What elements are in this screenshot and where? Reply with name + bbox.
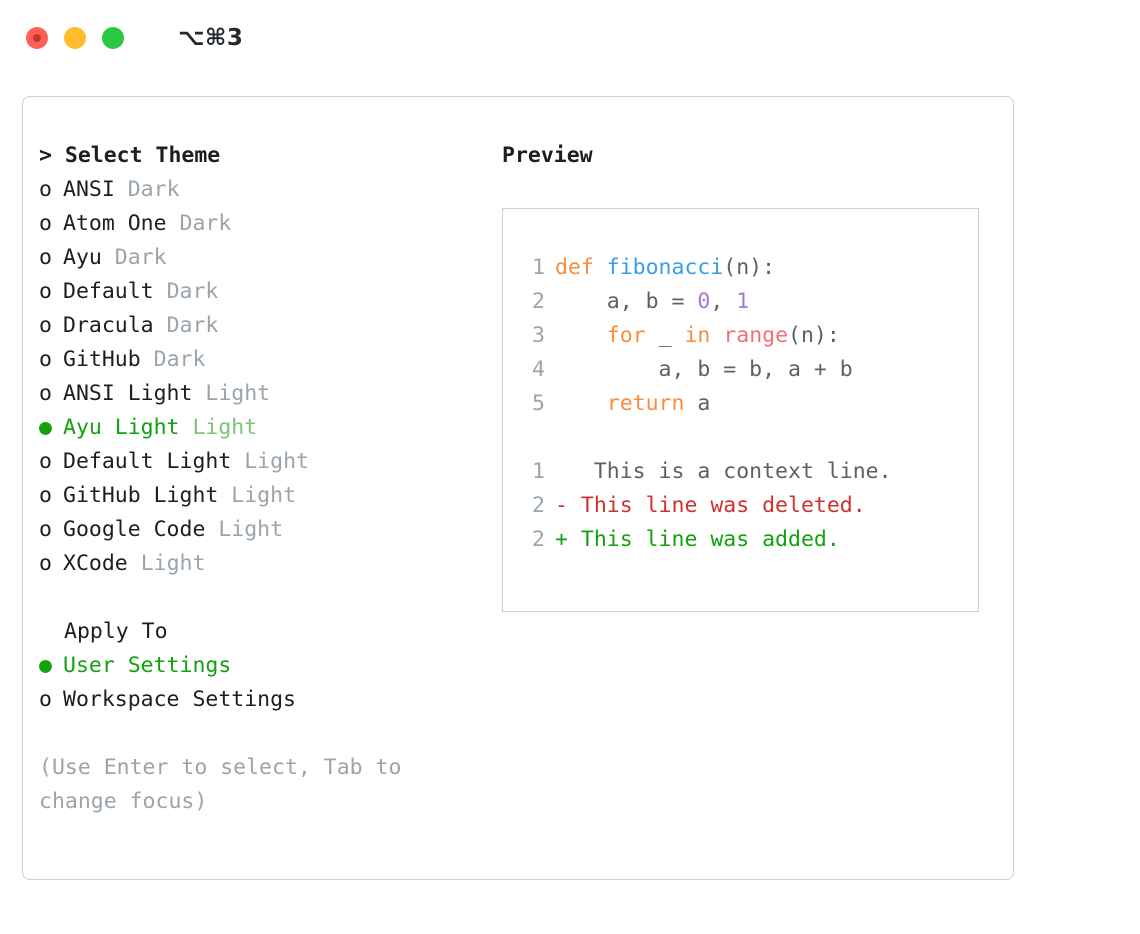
theme-option-ansi-light[interactable] (39, 377, 493, 411)
radio-selected-icon: ● (39, 415, 52, 440)
close-button-icon[interactable] (26, 27, 48, 49)
diff-marker: - (555, 493, 568, 518)
theme-option-variant: Light (140, 551, 206, 576)
radio-unselected-icon: o (39, 449, 52, 474)
diff-text: This is a context line. (567, 459, 892, 484)
theme-list-column (23, 139, 493, 879)
zoom-button-icon[interactable] (102, 27, 124, 49)
diff-sample (521, 455, 978, 557)
theme-option-github-light[interactable] (39, 479, 493, 513)
theme-option-ayu[interactable] (39, 241, 493, 275)
theme-option-label: Google Code (63, 517, 206, 542)
select-theme-heading: > Select Theme (39, 143, 221, 168)
preview-column (493, 139, 1013, 879)
theme-option-variant: Light (231, 483, 297, 508)
code-token: a, b = b, a + b (555, 357, 853, 382)
radio-unselected-icon: o (39, 313, 52, 338)
radio-unselected-icon: o (39, 483, 52, 508)
theme-option-ansi[interactable] (39, 173, 493, 207)
theme-option-atom-one[interactable] (39, 207, 493, 241)
theme-option-label: Ayu Light (63, 415, 180, 440)
line-number: 2 (532, 289, 545, 314)
radio-unselected-icon: o (39, 517, 52, 542)
code-token: 0 (697, 289, 711, 314)
preview-heading: Preview (502, 143, 593, 168)
radio-unselected-icon: o (39, 687, 52, 712)
line-number: 4 (532, 357, 545, 382)
theme-option-variant: Dark (179, 211, 232, 236)
theme-option-github[interactable] (39, 343, 493, 377)
theme-option-ayu-light[interactable] (39, 411, 493, 445)
line-number: 2 (532, 527, 545, 552)
code-line (521, 319, 978, 353)
theme-option-default[interactable] (39, 275, 493, 309)
theme-option-variant: Dark (166, 279, 219, 304)
code-token: (n): (723, 255, 776, 280)
code-token: a (684, 391, 711, 416)
code-token: range (723, 323, 789, 348)
title-bar (0, 0, 1140, 76)
theme-option-dracula[interactable] (39, 309, 493, 343)
diff-line (521, 523, 978, 557)
code-token: in (684, 323, 711, 348)
radio-unselected-icon: o (39, 551, 52, 576)
theme-option-xcode[interactable] (39, 547, 493, 581)
line-number: 5 (532, 391, 545, 416)
code-token: a, b = (555, 289, 698, 314)
theme-option-variant: Dark (153, 347, 206, 372)
theme-option-variant: Dark (114, 245, 167, 270)
code-token (555, 391, 607, 416)
radio-unselected-icon: o (39, 279, 52, 304)
apply-to-heading: Apply To (64, 619, 168, 644)
code-line (521, 353, 978, 387)
theme-option-label: Ayu (63, 245, 102, 270)
diff-marker: + (555, 527, 568, 552)
diff-text: This line was deleted. (567, 493, 866, 518)
line-number: 1 (532, 459, 545, 484)
list-spacer (39, 581, 493, 615)
theme-option-label: ANSI Light (63, 381, 193, 406)
code-line (521, 387, 978, 421)
code-token (555, 323, 607, 348)
code-token: for (606, 323, 646, 348)
radio-unselected-icon: o (39, 177, 52, 202)
diff-line (521, 489, 978, 523)
theme-option-label: Atom One (63, 211, 167, 236)
theme-option-label: Dracula (63, 313, 154, 338)
code-token: fibonacci (606, 255, 724, 280)
theme-option-label: XCode (63, 551, 128, 576)
code-line (521, 251, 978, 285)
code-line (521, 285, 978, 319)
theme-option-label: GitHub Light (63, 483, 219, 508)
apply-to-option-label: User Settings (63, 653, 232, 678)
line-number: 2 (532, 493, 545, 518)
minimize-button-icon[interactable] (64, 27, 86, 49)
theme-option-variant: Light (244, 449, 309, 474)
code-token: 1 (736, 289, 750, 314)
theme-option-google-code[interactable] (39, 513, 493, 547)
code-diff-spacer (521, 421, 978, 455)
theme-option-variant: Light (192, 415, 258, 440)
code-token: , (710, 289, 737, 314)
theme-option-variant: Light (205, 381, 271, 406)
diff-text: This line was added. (567, 527, 840, 552)
line-number: 3 (532, 323, 545, 348)
diff-marker (555, 459, 568, 484)
code-sample (521, 251, 978, 421)
window-title-shortcut: ⌥⌘3 (178, 25, 244, 51)
traffic-lights (26, 27, 124, 49)
theme-option-default-light[interactable] (39, 445, 493, 479)
apply-to-option-list (39, 649, 493, 717)
theme-option-label: GitHub (63, 347, 141, 372)
code-token: def (555, 255, 607, 280)
radio-unselected-icon: o (39, 245, 52, 270)
code-token: (n): (788, 323, 840, 348)
theme-option-variant: Light (218, 517, 284, 542)
apply-to-option-workspace-settings[interactable] (39, 683, 493, 717)
theme-option-label: ANSI (63, 177, 115, 202)
radio-unselected-icon: o (39, 381, 52, 406)
theme-option-label: Default (63, 279, 154, 304)
diff-line (521, 455, 978, 489)
theme-option-variant: Dark (166, 313, 219, 338)
apply-to-option-user-settings[interactable] (39, 649, 493, 683)
apply-to-option-label: Workspace Settings (63, 687, 296, 712)
preview-box (502, 208, 979, 612)
theme-option-label: Default Light (63, 449, 232, 474)
theme-selector-panel (22, 96, 1014, 880)
radio-unselected-icon: o (39, 211, 52, 236)
line-number: 1 (532, 255, 545, 280)
theme-option-variant: Dark (127, 177, 180, 202)
keyboard-hint: (Use Enter to select, Tab to change focus) (39, 755, 415, 814)
code-token: return (606, 391, 685, 416)
radio-unselected-icon: o (39, 347, 52, 372)
code-token (710, 323, 723, 348)
code-token: _ (645, 323, 685, 348)
radio-selected-icon: ● (39, 653, 52, 678)
theme-option-list (39, 173, 493, 581)
